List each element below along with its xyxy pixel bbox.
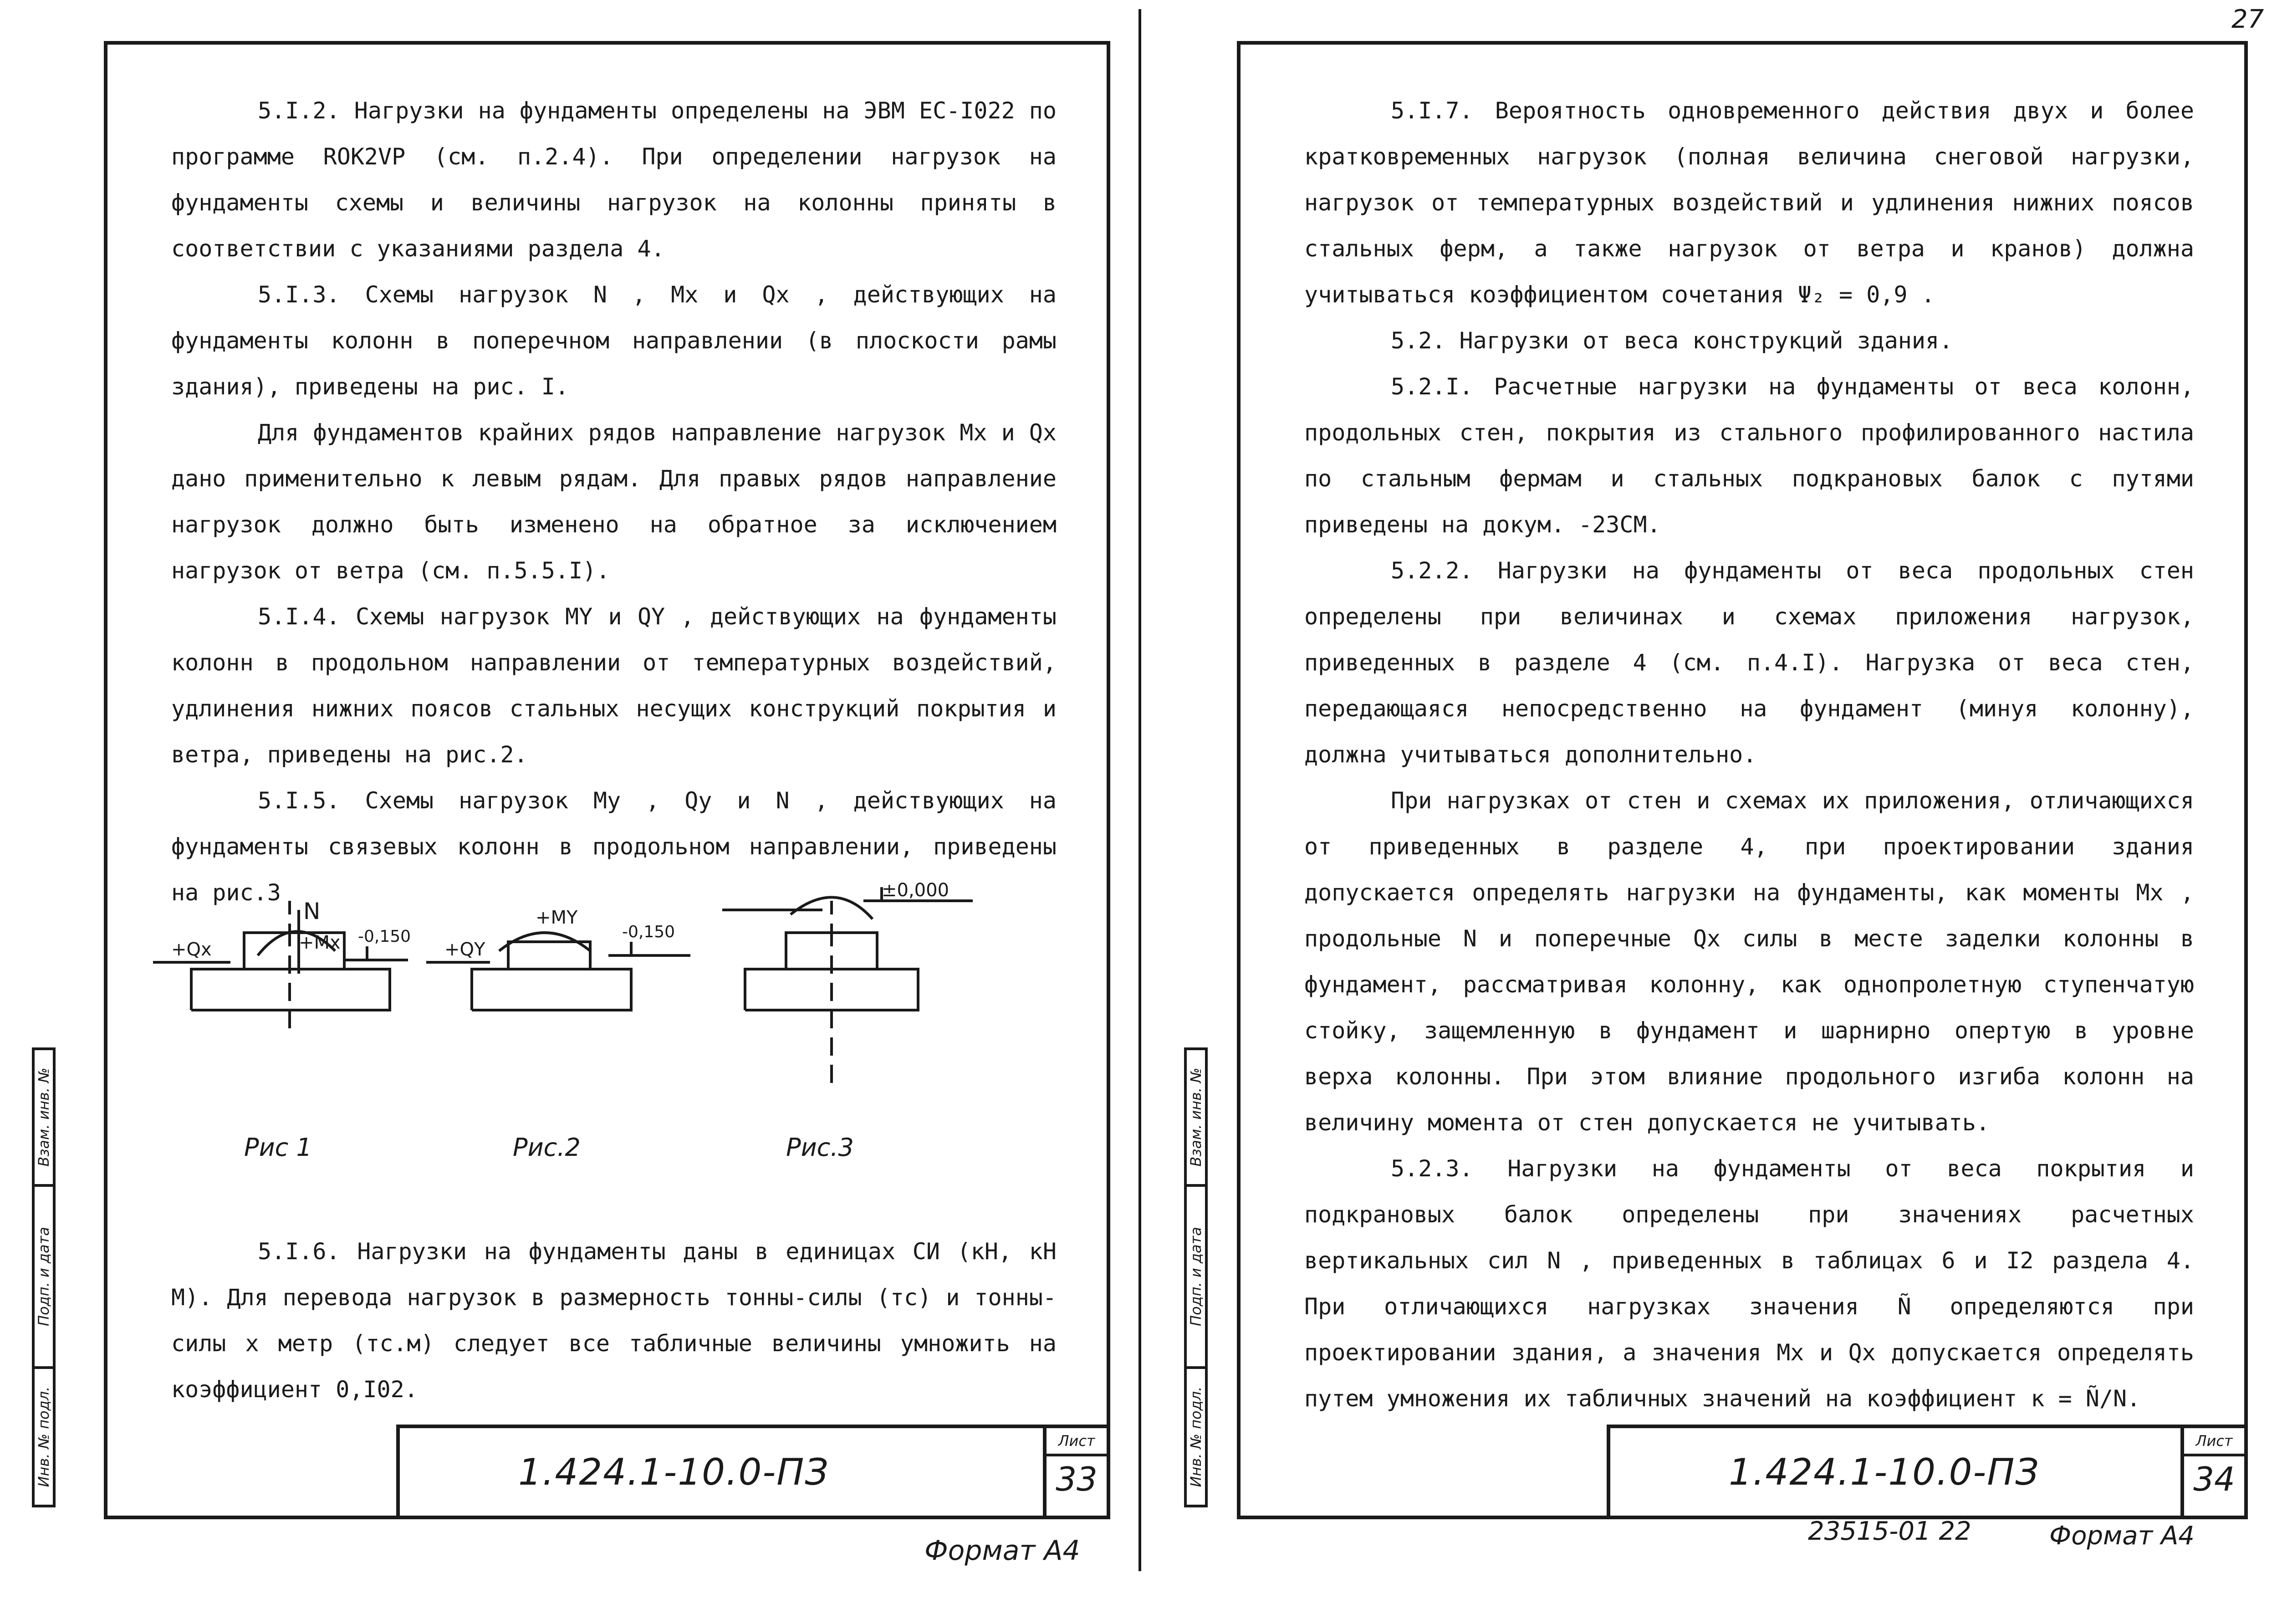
footer-note-left: Формат А4 (924, 1535, 1080, 1567)
fig1-label-n: N (303, 898, 321, 924)
paragraph: 5.2.2. Нагрузки на фундаменты от веса продольных стен определены при величинах и схемах приложения нагрузок, приведенных в разделе 4 (см. п.4.I). Нагрузка от веса стен, передающаяся непосредственно на фундамент (минуя колонну), должна учитываться дополнительно. (1304, 557, 2194, 768)
title-block (1607, 1425, 2244, 1516)
paragraph: Для фундаментов крайних рядов направление нагрузок Mx и Qx дано применительно к левым рядам. Для правых рядов направление нагрузок должно быть изменено на обратное за исключением нагрузок от ветра (см. п.5.5.I). (171, 419, 1057, 584)
title-block (396, 1425, 1107, 1516)
sheet-label: Лист (2184, 1428, 2244, 1456)
paragraph: 5.2.3. Нагрузки на фундаменты от веса покрытия и подкрановых балок определены при значениях расчетных вертикальных сил N , приведенных в таблицах 6 и I2 раздела 4. При отличающихся нагрузках значения Ñ определяются при проектировании здания, а значения Mx и Qx допускается определять путем умножения их табличных значений на коэффициент к = Ñ/N. (1304, 1155, 2194, 1412)
fig1-label-level: -0,150 (358, 927, 411, 946)
paragraph: 5.2. Нагрузки от веса конструкций здания. (1391, 327, 1953, 354)
fig2-label-level: -0,150 (622, 923, 675, 941)
left-page-text (171, 88, 1057, 916)
fig2-label-my: +MY (536, 907, 578, 928)
sidebar-label: Взам. инв. № (35, 1067, 52, 1167)
right-sidebar (1184, 1047, 1208, 1507)
fig3-caption: Рис.3 (786, 1133, 854, 1162)
paragraph: 5.I.3. Схемы нагрузок N , Mx и Qx , действующих на фундаменты колонн в поперечном направлении (в плоскости рамы здания), приведены на рис. I. (171, 281, 1057, 400)
sidebar-label: Взам. инв. № (1187, 1067, 1205, 1167)
fig1-caption: Рис 1 (244, 1133, 312, 1162)
sheet-box (2180, 1428, 2244, 1516)
fig2-caption: Рис.2 (513, 1133, 581, 1162)
paragraph: 5.I.5. Схемы нагрузок My , Qy и N , действующих на фундаменты связевых колонн в продольном направлении, приведены на рис.3 (171, 787, 1057, 906)
right-page-text (1304, 88, 2194, 1422)
paragraph: 5.I.2. Нагрузки на фундаменты определены на ЭВМ ЕС-I022 по программе ROK2VP (см. п.2.4). При определении нагрузок на фундаменты схемы и величины нагрузок на колонны приняты в соответствии с указаниями раздела 4. (171, 97, 1057, 262)
fig3-label-level: ±0,000 (882, 880, 950, 901)
footer-code: 23515-01 22 (1808, 1517, 1971, 1546)
load-schemes-figure (153, 880, 1064, 1265)
sidebar-label: Подп. и дата (35, 1227, 52, 1326)
fig2-label-qy: +QY (444, 939, 485, 960)
corner-note: 27 (2231, 5, 2264, 34)
sidebar-label: Инв. № подл. (35, 1386, 52, 1487)
paragraph: 5.I.4. Схемы нагрузок MY и QY , действующих на фундаменты колонн в продольном направлении от температурных воздействий, удлинения нижних поясов стальных несущих конструкций покрытия и ветра, приведены на рис.2. (171, 603, 1057, 768)
left-page (104, 41, 1110, 1519)
left-sidebar (32, 1047, 56, 1507)
left-page-text-bottom (171, 1229, 1057, 1413)
sheet-number: 34 (2193, 1460, 2235, 1498)
document-number: 1.424.1-10.0-ПЗ (1729, 1451, 2040, 1493)
paragraph: 5.I.7. Вероятность одновременного действия двух и более кратковременных нагрузок (полная величина снеговой нагрузки, нагрузок от температурных воздействий и удлинения нижних поясов стальных ферм, а также нагрузок от ветра и кранов) должна учитываться коэффициентом сочетания Ψ₂ = 0,9 . (1304, 97, 2194, 308)
footer-note-right: Формат А4 (2049, 1521, 2195, 1551)
sheet-label: Лист (1047, 1428, 1107, 1456)
fig1-label-mx: +Mx (299, 932, 341, 953)
right-page (1237, 41, 2248, 1519)
page-divider (1138, 9, 1141, 1571)
document-number: 1.424.1-10.0-ПЗ (518, 1451, 829, 1493)
sidebar-label: Подп. и дата (1187, 1227, 1205, 1326)
sidebar-label: Инв. № подл. (1187, 1386, 1205, 1487)
sheet-number: 33 (1056, 1460, 1098, 1498)
paragraph: 5.2.I. Расчетные нагрузки на фундаменты от веса колонн, продольных стен, покрытия из стального профилированного настила по стальным фермам и стальных подкрановых балок с путями приведены на докум. -23СМ. (1304, 373, 2194, 538)
paragraph: 5.I.6. Нагрузки на фундаменты даны в единицах СИ (кН, кН М). Для перевода нагрузок в размерность тонны-силы (тс) и тонны-силы х метр (тс.м) следует все табличные величины умножить на коэффициент 0,I02. (171, 1238, 1057, 1403)
fig1-label-qx: +Qx (171, 939, 212, 960)
sheet-box (1043, 1428, 1107, 1516)
paragraph: При нагрузках от стен и схемах их приложения, отличающихся от приведенных в разделе 4, при проектировании здания допускается определять нагрузки на фундаменты, как моменты Mx , продольные N и поперечные Qx силы в месте заделки колонны в фундамент, рассматривая колонну, как однопролетную ступенчатую стойку, защемленную в фундамент и шарнирно опертую в уровне верха колонны. При этом влияние продольного изгиба колонн на величину момента от стен допускается не учитывать. (1304, 787, 2194, 1136)
